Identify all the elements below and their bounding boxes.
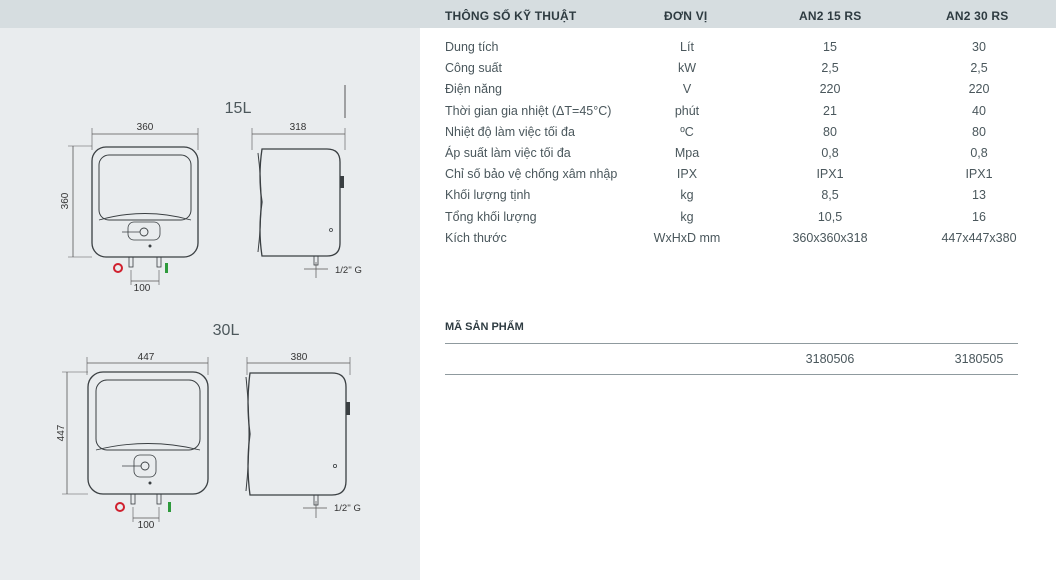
hot-water-marker-30l [116, 503, 124, 511]
spec-row: Khối lượng tịnh kg 8,5 13 [445, 188, 986, 203]
spec-label: Công suất [445, 61, 502, 76]
header-unit: ĐƠN VỊ [664, 9, 708, 23]
spec-label: Kích thước [445, 230, 507, 245]
depth-dim-15l: 318 [289, 122, 307, 133]
spec-label: Chỉ số bảo vệ chống xâm nhập [445, 167, 618, 182]
product-code-title: MÃ SẢN PHẨM [445, 321, 524, 333]
spec-label: Khối lượng tịnh [445, 188, 531, 203]
height-dim-15l: 360 [60, 192, 71, 210]
spec-row: Tổng khối lượng kg 10,5 16 [445, 209, 986, 224]
spec-row: Công suất kW 2,5 2,5 [445, 61, 988, 76]
front-body-15l [92, 147, 198, 257]
pipe-thread-30l: 1/2'' G [334, 503, 361, 514]
pipe-spacing-30l: 100 [137, 520, 155, 531]
header-spec: THÔNG SỐ KỸ THUẬT [445, 9, 577, 23]
drawing-30l [56, 322, 361, 531]
pipe-thread-15l: 1/2'' G [335, 265, 362, 276]
pipe-spacing-15l: 100 [133, 283, 151, 294]
spec-label: Nhiệt độ làm việc tối đa [445, 124, 575, 139]
header-an2-15: AN2 15 RS [799, 9, 862, 23]
cold-water-marker-15l [165, 263, 168, 273]
header-an2-30: AN2 30 RS [946, 9, 1009, 23]
drawing-15l [60, 85, 362, 294]
dimension-drawings [0, 0, 420, 580]
spec-row: Điện năng V 220 220 [445, 82, 990, 97]
spec-row: Dung tích Lít 15 30 [445, 40, 986, 54]
hot-water-marker-15l [114, 264, 122, 272]
spec-row: Nhiệt độ làm việc tối đa ºC 80 80 [445, 124, 986, 139]
spec-row: Áp suất làm việc tối đa Mpa 0,8 0,8 [445, 146, 988, 160]
capacity-label-15l: 15L [224, 100, 252, 117]
divider-bottom [445, 374, 1018, 375]
width-dim-15l: 360 [136, 122, 154, 133]
front-body-30l [88, 372, 208, 494]
divider-top [445, 343, 1018, 344]
spec-row: Chỉ số bảo vệ chống xâm nhập IPX IPX1 IPX1 [445, 167, 993, 182]
spec-label: Thời gian gia nhiệt (ΔT=45°C) [445, 103, 612, 118]
spec-label: Điện năng [445, 82, 502, 97]
spec-row: Thời gian gia nhiệt (ΔT=45°C) phút 21 40 [445, 103, 986, 118]
height-dim-30l: 447 [56, 424, 67, 442]
side-body-30l [248, 373, 346, 495]
cold-water-marker-30l [168, 502, 171, 512]
depth-dim-30l: 380 [290, 352, 308, 363]
capacity-label-30l: 30L [212, 322, 240, 339]
spec-label: Dung tích [445, 40, 499, 54]
technical-drawing-panel [0, 0, 420, 580]
spec-label: Tổng khối lượng [445, 209, 537, 224]
spec-label: Áp suất làm việc tối đa [445, 146, 571, 160]
width-dim-30l: 447 [137, 352, 155, 363]
side-body-15l [260, 149, 340, 256]
spec-row: Kích thước WxHxD mm 360x360x318 447x447x380 [445, 230, 1017, 245]
